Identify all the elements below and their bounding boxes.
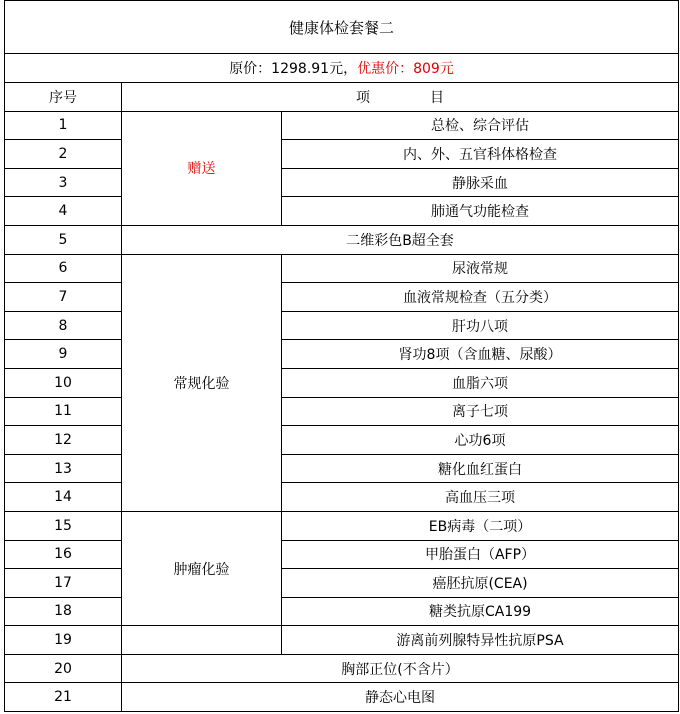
header-item-b: 目 — [430, 89, 445, 106]
row-number: 10 — [5, 368, 122, 397]
table-row — [5, 540, 679, 569]
row-item: 静态心电图 — [122, 683, 679, 712]
table-row — [5, 454, 679, 483]
row-item: 内、外、五官科体格检查 — [282, 140, 679, 169]
table-row — [5, 111, 679, 140]
table-row — [5, 397, 679, 426]
row-item: 尿液常规 — [282, 254, 679, 283]
row-number: 19 — [5, 626, 122, 655]
row-item: 心功6项 — [282, 426, 679, 455]
price-cell — [5, 54, 679, 83]
table-row — [5, 197, 679, 226]
table-row — [5, 283, 679, 312]
table-row — [5, 368, 679, 397]
row-item: 甲胎蛋白（AFP） — [282, 540, 679, 569]
row-number: 15 — [5, 511, 122, 540]
row-number: 11 — [5, 397, 122, 426]
group-routine: 常规化验 — [122, 254, 282, 511]
row-number: 14 — [5, 483, 122, 512]
row-item: EB病毒（二项） — [282, 511, 679, 540]
row-item: 游离前列腺特异性抗原PSA — [282, 626, 679, 655]
row-item: 血脂六项 — [282, 368, 679, 397]
row-item: 肝功八项 — [282, 311, 679, 340]
row-item: 肺通气功能检查 — [282, 197, 679, 226]
table-row — [5, 683, 679, 712]
group-gift: 赠送 — [122, 111, 282, 225]
package-table — [4, 0, 679, 712]
header-item-a: 项 — [356, 89, 371, 106]
original-price: 原价：1298.91元， — [229, 61, 358, 77]
row-item: 肾功8项（含血糖、尿酸） — [282, 340, 679, 369]
discount-price: 优惠价：809元 — [357, 61, 454, 77]
table-row — [5, 511, 679, 540]
table-row — [5, 140, 679, 169]
row-number: 18 — [5, 597, 122, 626]
row-number: 21 — [5, 683, 122, 712]
row-item: 总检、综合评估 — [282, 111, 679, 140]
header-row — [5, 83, 679, 112]
table-row — [5, 483, 679, 512]
table-row — [5, 626, 679, 655]
empty-group-cell — [122, 626, 282, 655]
row-item: 癌胚抗原(CEA) — [282, 569, 679, 598]
title-row — [5, 1, 679, 54]
header-index: 序号 — [5, 83, 122, 112]
row-number: 20 — [5, 654, 122, 683]
table-row — [5, 168, 679, 197]
table-row — [5, 654, 679, 683]
row-number: 8 — [5, 311, 122, 340]
row-number: 1 — [5, 111, 122, 140]
row-item: 血液常规检查（五分类） — [282, 283, 679, 312]
row-number: 2 — [5, 140, 122, 169]
group-tumor: 肿瘤化验 — [122, 511, 282, 625]
table-row — [5, 340, 679, 369]
row-item: 二维彩色B超全套 — [122, 225, 679, 254]
row-number: 16 — [5, 540, 122, 569]
row-number: 7 — [5, 283, 122, 312]
row-number: 4 — [5, 197, 122, 226]
row-item: 糖类抗原CA199 — [282, 597, 679, 626]
table-row — [5, 426, 679, 455]
table-row — [5, 311, 679, 340]
package-title: 健康体检套餐二 — [5, 1, 679, 54]
row-item: 离子七项 — [282, 397, 679, 426]
row-number: 6 — [5, 254, 122, 283]
table-row — [5, 569, 679, 598]
row-number: 9 — [5, 340, 122, 369]
header-item — [122, 83, 679, 112]
price-row — [5, 54, 679, 83]
row-item: 胸部正位(不含片） — [122, 654, 679, 683]
row-number: 13 — [5, 454, 122, 483]
row-item: 糖化血红蛋白 — [282, 454, 679, 483]
table-row — [5, 254, 679, 283]
row-item: 高血压三项 — [282, 483, 679, 512]
row-number: 17 — [5, 569, 122, 598]
row-item: 静脉采血 — [282, 168, 679, 197]
row-number: 3 — [5, 168, 122, 197]
table-row — [5, 597, 679, 626]
table-row — [5, 225, 679, 254]
row-number: 5 — [5, 225, 122, 254]
row-number: 12 — [5, 426, 122, 455]
